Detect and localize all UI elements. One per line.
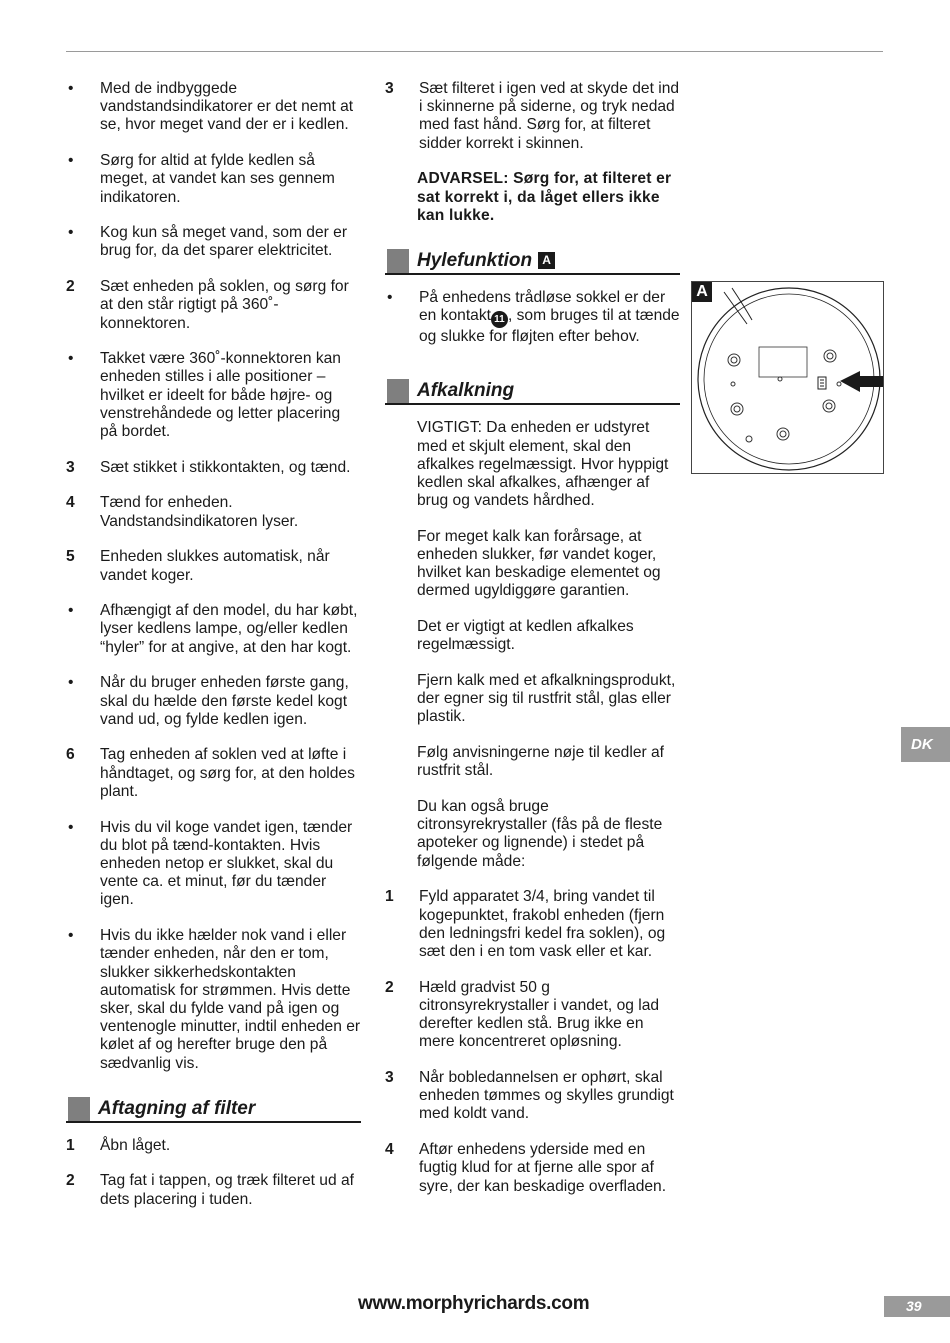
top-rule (66, 51, 883, 52)
section-title: Afkalkning (417, 380, 515, 402)
paragraph: For meget kalk kan forårsage, at enheden slukker, før vandet koger, hvilket kan beskadige elementet og dermed ugyldiggøre garantien. (417, 527, 661, 600)
section-title-text: Hylefunktion (417, 249, 533, 271)
bullet: • (68, 152, 74, 170)
list-item (66, 350, 361, 441)
item-text-part: På enhedens trådløse sokkel er der en kontakt (419, 288, 666, 325)
list-item (66, 1172, 361, 1208)
item-text: Hvis du vil koge vandet igen, tænder du blot på tænd-kontakten. Hvis enheden netop er slukket, skal du vente ca. et minut, før du tænder igen. (100, 818, 353, 909)
step-number: 6 (66, 746, 75, 764)
bullet: • (387, 288, 393, 306)
section-title (417, 249, 555, 273)
heading-marker (68, 1097, 90, 1121)
item-text: Sæt stikket i stikkontakten, og tænd. (100, 458, 351, 476)
figure-label: A (692, 282, 712, 302)
section-heading-filter (66, 1097, 361, 1123)
language-tab: DK (901, 727, 950, 762)
item-text: Tag enheden af soklen ved at løfte i håndtaget, og sørg for, at den holdes plant. (100, 746, 355, 800)
item-text: Takket være 360˚-konnektoren kan enheden stilles i alle positioner – hvilket er ideelt for både højre- og venstrehåndede og letter placering på bordet. (100, 350, 341, 441)
callout-number-icon: 11 (491, 311, 508, 328)
list-item (385, 888, 680, 961)
item-text: Sørg for altid at fylde kedlen så meget, at vandet kan ses gennem indikatoren. (100, 152, 335, 206)
list-item (66, 459, 361, 477)
list-item (66, 1137, 361, 1155)
item-text: Tag fat i tappen, og træk filteret ud af dets placering i tuden. (100, 1172, 354, 1208)
list-item (66, 494, 361, 530)
item-text: Tænd for enheden. Vandstandsindikatoren lyser. (100, 494, 299, 530)
list-item (66, 819, 361, 910)
paragraph: Følg anvisningerne nøje til kedler af rustfrit stål. (417, 744, 665, 780)
item-text: Fyld apparatet 3/4, bring vandet til kogepunktet, frakobl enheden (fjern den ledningsfri kedel fra soklen), og sæt den i en tom vask eller et kar. (419, 888, 666, 960)
item-text: Enheden slukkes automatisk, når vandet koger. (100, 548, 330, 584)
step-number: 4 (66, 494, 75, 512)
paragraph: VIGTIGT: Da enheden er udstyret med et skjult element, skal den afkalkes regelmæssigt. Hvor hyppigt kedlen skal afkalkes, afhænger af brug og vandets hårdhed. (417, 419, 669, 510)
paragraph: Fjern kalk med et afkalkningsprodukt, der egner sig til rustfrit stål, glas eller plastik. (417, 672, 676, 726)
list-item (385, 1069, 680, 1124)
paragraph: Det er vigtigt at kedlen afkalkes regelmæssigt. (417, 618, 634, 654)
heading-marker (387, 379, 409, 403)
list-item (385, 979, 680, 1052)
middle-column (385, 80, 680, 1213)
step-number: 2 (66, 1172, 75, 1190)
paragraph: Du kan også bruge citronsyrekrystaller (fås på de fleste apoteker og lignende) i stedet på følgende måde: (417, 798, 663, 870)
item-text (419, 289, 680, 346)
item-text: Sæt enheden på soklen, og sørg for at den står rigtigt på 360˚-konnektoren. (100, 278, 349, 332)
item-text: Åbn låget. (100, 1136, 171, 1154)
step-number: 3 (66, 458, 75, 476)
step-number: 3 (385, 80, 394, 97)
item-text: Hæld gradvist 50 g citronsyrekrystaller i vandet, og lad derefter kedlen stå. Brug ikke en mere koncentreret opløsning. (419, 978, 660, 1051)
bullet: • (68, 818, 74, 836)
warning-text: ADVARSEL: Sørg for, at filteret er sat korrekt i, da låget ellers ikke kan lukke. (417, 170, 672, 224)
item-text: Når bobledannelsen er ophørt, skal enheden tømmes og skylles grundigt med koldt vand. (419, 1069, 674, 1123)
step-number: 2 (66, 278, 75, 296)
item-text-part: , som bruges til at tænde og slukke for fløjten efter behov. (419, 307, 680, 346)
list-item (66, 674, 361, 729)
step-number: 1 (385, 888, 394, 906)
list-item (66, 602, 361, 657)
step-number: 2 (385, 978, 394, 996)
left-column (66, 80, 361, 1226)
list-item (385, 80, 680, 153)
figure-ref-badge: A (538, 252, 555, 269)
list-item (66, 80, 361, 135)
item-text: Sæt filteret i igen ved at skyde det ind i skinnerne på siderne, og tryk nedad med fast hånd. Sørg for, at filteret sidder korrekt i skinnen. (419, 80, 680, 152)
bullet: • (68, 80, 74, 97)
bullet: • (68, 674, 74, 692)
list-item (66, 152, 361, 207)
section-heading-descale (385, 379, 680, 405)
bullet: • (68, 927, 74, 945)
list-item (66, 746, 361, 801)
list-item (66, 224, 361, 260)
bullet: • (68, 602, 74, 620)
item-text: Aftør enhedens yderside med en fugtig klud for at fjerne alle spor af syre, der kan beskadige overfladen. (419, 1141, 667, 1195)
figure-a-base-illustration (691, 281, 884, 474)
section-title: Aftagning af filter (98, 1097, 256, 1119)
kettle-base-icon (692, 282, 883, 473)
list-item (385, 289, 680, 346)
bullet: • (68, 224, 74, 242)
step-number: 1 (66, 1136, 75, 1154)
section-heading-whistle (385, 249, 680, 275)
item-text: Kog kun så meget vand, som der er brug for, da det sparer elektricitet. (100, 224, 348, 260)
item-text: Med de indbyggede vandstandsindikatorer er det nemt at se, hvor meget vand der er i kedlen. (100, 80, 354, 134)
list-item (66, 548, 361, 584)
step-number: 4 (385, 1141, 394, 1159)
list-item (66, 927, 361, 1073)
list-item (66, 278, 361, 333)
list-item (385, 1141, 680, 1196)
item-text: Hvis du ikke hælder nok vand i eller tænder enheden, når den er tom, slukker sikkerhedskontakten automatisk for strømmen. Hvis dette sker, skal du fylde vand på igen og ventenogle minutter, indtil enheden er kølet af og herefter bruge den på sædvanlig vis. (100, 927, 361, 1072)
bullet: • (68, 350, 74, 368)
step-number: 3 (385, 1069, 394, 1087)
item-text: Når du bruger enheden første gang, skal du hælde den første kedel kogt vand ud, og fylde kedlen igen. (100, 674, 349, 728)
step-number: 5 (66, 548, 75, 566)
page-number: 39 (884, 1296, 950, 1317)
footer-url: www.morphyrichards.com (358, 1293, 590, 1314)
heading-marker (387, 249, 409, 273)
item-text: Afhængigt af den model, du har købt, lyser kedlens lampe, og/eller kedlen “hyler” for at angive, at den har kogt. (100, 602, 358, 656)
